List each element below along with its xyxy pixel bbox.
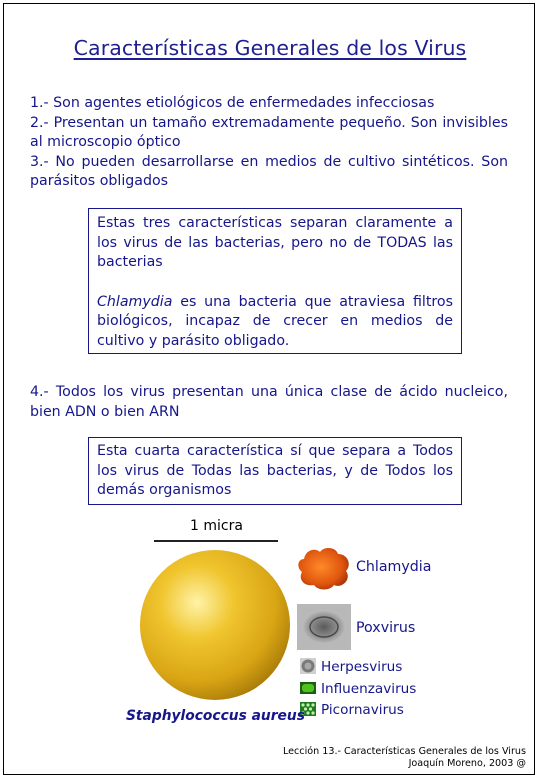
scale-bar	[154, 540, 278, 542]
point-3: 3.- No pueden desarrollarse en medios de cultivo sintéticos. Son parásitos obligados	[30, 153, 508, 190]
influenzavirus-icon	[300, 682, 316, 694]
poxvirus-label: Poxvirus	[356, 620, 416, 636]
note-box-1-text: Estas tres características separan claramente a los virus de las bacterias, pero no de TODAS las bacterias	[97, 215, 453, 271]
point-2: 2.- Presentan un tamaño extremadamente pequeño. Son invisibles al microscopio óptico	[30, 114, 508, 151]
influenzavirus-label: Influenzavirus	[321, 681, 417, 697]
note-box-1	[88, 208, 462, 354]
chlamydia-label: Chlamydia	[356, 559, 432, 575]
point-1: 1.- Son agentes etiológicos de enfermedades infecciosas	[30, 95, 435, 111]
staphylococcus-sphere-icon	[138, 548, 292, 702]
chlamydia-icon	[296, 545, 352, 591]
points-list	[30, 94, 508, 192]
note-box-2	[88, 437, 462, 505]
note-box-1-chlamydia	[97, 293, 453, 352]
herpesvirus-icon	[300, 658, 316, 674]
chlamydia-description: es una bacteria que atraviesa filtros biológicos, incapaz de crecer en medios de cultivo y parásito obligado.	[97, 293, 453, 349]
note-box-2-text: Esta cuarta característica sí que separa a Todos los virus de Todas las bacterias, y de Todos los demás organismos	[97, 443, 453, 499]
scale-bar-label: 1 micra	[190, 518, 243, 534]
staphylococcus-label: Staphylococcus aureus	[126, 708, 305, 724]
herpesvirus-label: Herpesvirus	[321, 659, 403, 675]
footer-lesson: Lección 13.- Características Generales de los Virus	[282, 746, 526, 757]
footer-author: Joaquín Moreno, 2003 @	[408, 758, 526, 769]
poxvirus-icon	[297, 604, 351, 650]
point-4: 4.- Todos los virus presentan una única clase de ácido nucleico, bien ADN o bien ARN	[30, 384, 508, 420]
page-title: Características Generales de los Virus	[73, 36, 467, 60]
picornavirus-label: Picornavirus	[321, 702, 404, 718]
chlamydia-name: Chlamydia	[97, 293, 173, 310]
